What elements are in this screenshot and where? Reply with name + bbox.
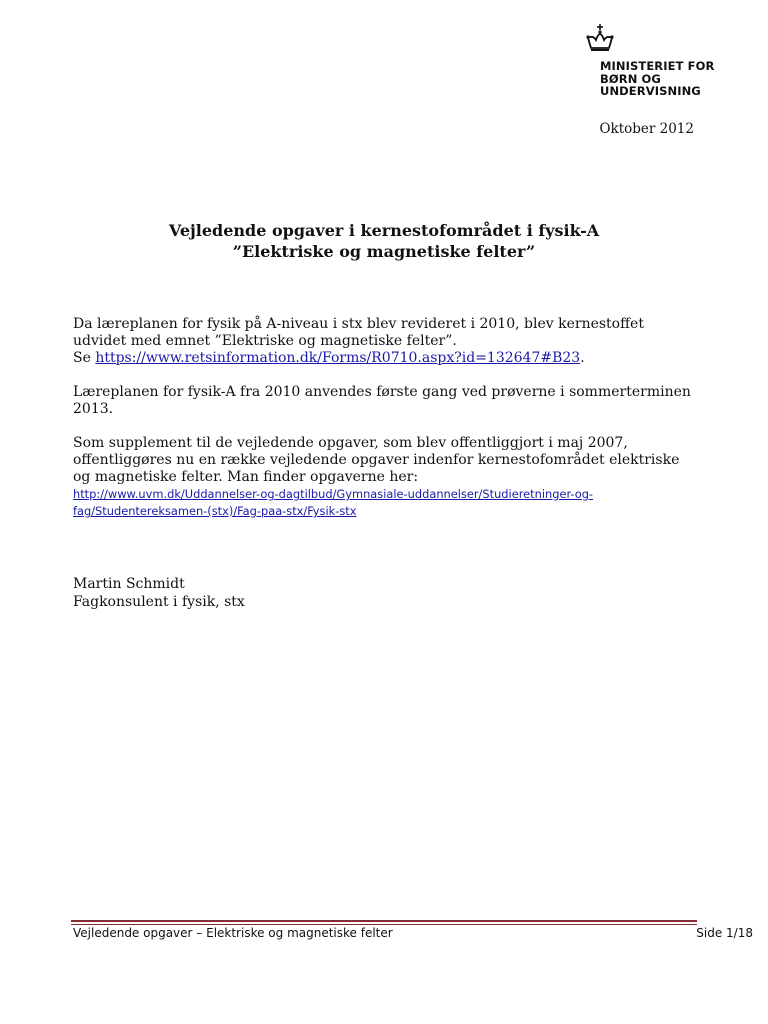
ministry-line-1: MINISTERIET FOR (600, 59, 715, 73)
footer-rule-thick (71, 920, 697, 922)
paragraph-3 (73, 435, 713, 520)
ministry-name (600, 60, 730, 98)
footer-rule-thin (71, 924, 697, 925)
uvm-link-line-2[interactable]: fag/Studentereksamen-(stx)/Fag-paa-stx/Fysik-stx (73, 504, 357, 518)
paragraph-2-line-1: Læreplanen for fysik-A fra 2010 anvendes første gang ved prøverne i sommerterminen (73, 384, 691, 400)
title-line-1: Vejledende opgaver i kernestofområdet i fysik-A (168, 221, 600, 240)
title-line-2: ”Elektriske og magnetiske felter” (232, 242, 536, 261)
see-suffix: . (580, 350, 585, 366)
crown-icon (584, 24, 616, 58)
signature-role: Fagkonsulent i fysik, stx (73, 594, 245, 610)
footer-title: Vejledende opgaver – Elektriske og magnetiske felter (73, 926, 393, 940)
uvm-link-line-1[interactable]: http://www.uvm.dk/Uddannelser-og-dagtilbud/Gymnasiale-uddannelser/Studieretninger-og- (73, 487, 594, 501)
document-date: Oktober 2012 (599, 121, 694, 137)
document-title (0, 220, 768, 262)
paragraph-2-line-2: 2013. (73, 401, 114, 417)
retsinformation-link[interactable]: https://www.retsinformation.dk/Forms/R0710.aspx?id=132647#B23 (95, 350, 581, 366)
see-prefix: Se (73, 350, 96, 366)
ministry-line-2: BØRN OG (600, 71, 661, 86)
paragraph-1 (73, 316, 713, 367)
document-body (73, 316, 713, 537)
footer-divider (71, 920, 697, 925)
paragraph-3-line-1: Som supplement til de vejledende opgaver, som blev offentliggjort i maj 2007, (73, 435, 628, 451)
page-number: Side 1/18 (696, 926, 753, 940)
paragraph-2 (73, 384, 713, 418)
paragraph-1-line-3 (73, 350, 713, 367)
paragraph-1-line-2: udvidet med emnet ”Elektriske og magnetiske felter”. (73, 333, 457, 349)
paragraph-1-line-1: Da læreplanen for fysik på A-niveau i stx blev revideret i 2010, blev kernestoffet (73, 316, 644, 332)
signature-block (73, 575, 245, 611)
paragraph-3-line-2: offentliggøres nu en række vejledende opgaver indenfor kernestofområdet elektriske (73, 452, 680, 468)
signature-name: Martin Schmidt (73, 576, 185, 592)
ministry-line-3: UNDERVISNING (600, 84, 701, 98)
page-footer (73, 926, 753, 946)
paragraph-3-line-3: og magnetiske felter. Man finder opgaverne her: (73, 469, 419, 485)
